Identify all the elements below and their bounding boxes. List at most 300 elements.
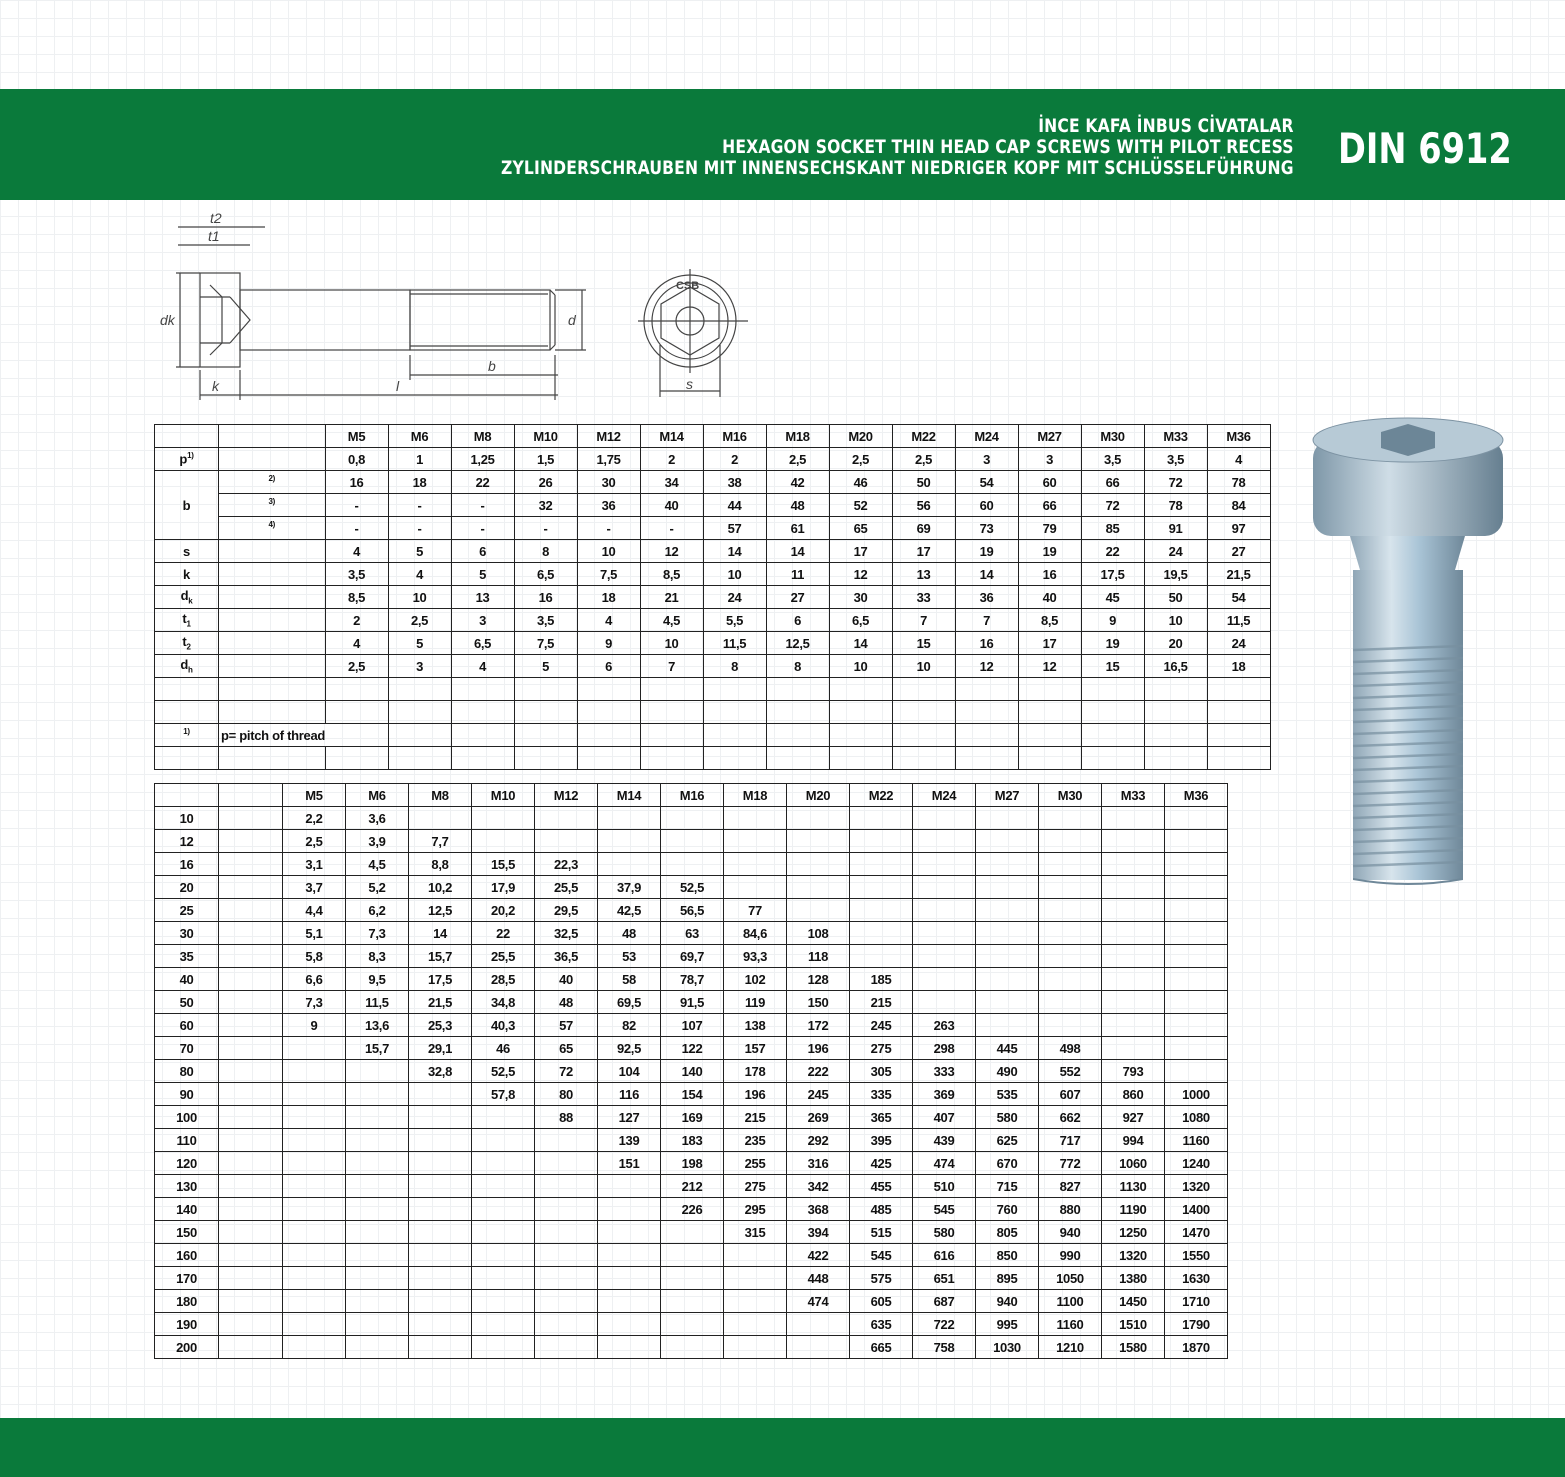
row-note [219, 563, 326, 586]
weight-cell: 292 [787, 1129, 850, 1152]
weight-cell: 157 [724, 1037, 787, 1060]
value-cell: 1,75 [577, 448, 640, 471]
value-cell: 2,5 [829, 448, 892, 471]
weight-cell: 1380 [1102, 1267, 1165, 1290]
weight-cell: 805 [976, 1221, 1039, 1244]
size-header: M22 [892, 425, 955, 448]
value-cell: 2,5 [325, 655, 388, 678]
value-cell: 33 [892, 586, 955, 609]
weight-cell: 185 [850, 968, 913, 991]
weight-cell [472, 807, 535, 830]
blank-cell [1081, 747, 1144, 770]
blank-cell [1081, 678, 1144, 701]
blank-cell [1207, 747, 1270, 770]
blank-cell [219, 807, 283, 830]
weight-cell [1165, 853, 1228, 876]
weight-cell: 77 [724, 899, 787, 922]
blank-cell [829, 678, 892, 701]
label-t1: t1 [208, 228, 220, 244]
head-marking: CSB [676, 280, 700, 292]
weight-cell [472, 1129, 535, 1152]
value-cell: 57 [703, 517, 766, 540]
weight-cell [472, 830, 535, 853]
weight-row [155, 1244, 1228, 1267]
label-k: k [212, 378, 219, 394]
value-cell: 14 [766, 540, 829, 563]
value-cell: 79 [1018, 517, 1081, 540]
row-note-mark: 2) [268, 474, 276, 484]
spec-row [155, 471, 1271, 494]
weight-cell [1102, 968, 1165, 991]
weight-cell [1039, 830, 1102, 853]
weight-cell [598, 830, 661, 853]
value-cell: 10 [703, 563, 766, 586]
weight-cell: 122 [661, 1037, 724, 1060]
weight-cell: 198 [661, 1152, 724, 1175]
weight-cell: 1510 [1102, 1313, 1165, 1336]
weight-cell [283, 1244, 346, 1267]
weight-cell: 15,7 [409, 945, 472, 968]
weight-cell: 58 [598, 968, 661, 991]
weight-cell: 793 [1102, 1060, 1165, 1083]
weight-cell [535, 1267, 598, 1290]
value-cell: 11,5 [703, 632, 766, 655]
blank-cell [640, 724, 703, 747]
value-cell: 16 [1018, 563, 1081, 586]
value-cell: 78 [1144, 494, 1207, 517]
weight-cell: 17,5 [409, 968, 472, 991]
weight-cell [850, 922, 913, 945]
value-cell: 4 [325, 632, 388, 655]
blank-cell [219, 1336, 283, 1359]
value-cell: 19 [955, 540, 1018, 563]
blank-cell [829, 724, 892, 747]
row-note [219, 517, 326, 540]
weight-cell: 580 [913, 1221, 976, 1244]
blank-cell [219, 1198, 283, 1221]
weight-cell: 6,2 [346, 899, 409, 922]
weight-cell [283, 1175, 346, 1198]
weight-cell [346, 1175, 409, 1198]
weight-cell: 84,6 [724, 922, 787, 945]
weight-cell: 625 [976, 1129, 1039, 1152]
weight-cell: 4,4 [283, 899, 346, 922]
weight-cell [535, 1221, 598, 1244]
weight-cell: 118 [787, 945, 850, 968]
weight-cell: 275 [850, 1037, 913, 1060]
weight-cell: 1550 [1165, 1244, 1228, 1267]
value-cell: 3,5 [1144, 448, 1207, 471]
weight-cell: 178 [724, 1060, 787, 1083]
value-cell: 69 [892, 517, 955, 540]
blank-cell [451, 747, 514, 770]
length-cell: 10 [155, 807, 219, 830]
weight-cell: 335 [850, 1083, 913, 1106]
weight-cell: 940 [976, 1290, 1039, 1313]
value-cell: 10 [829, 655, 892, 678]
weight-cell [850, 853, 913, 876]
value-cell: - [640, 517, 703, 540]
weight-cell: 407 [913, 1106, 976, 1129]
weight-cell [976, 945, 1039, 968]
weight-cell [724, 1336, 787, 1359]
weight-row [155, 1060, 1228, 1083]
value-cell: 12 [829, 563, 892, 586]
weight-cell [661, 1290, 724, 1313]
weight-cell [346, 1152, 409, 1175]
weight-cell: 222 [787, 1060, 850, 1083]
weight-cell [283, 1152, 346, 1175]
weight-row [155, 853, 1228, 876]
weight-cell: 57,8 [472, 1083, 535, 1106]
weight-cell: 1050 [1039, 1267, 1102, 1290]
row-note [219, 586, 326, 609]
weight-cell [1039, 922, 1102, 945]
weight-cell: 32,5 [535, 922, 598, 945]
blank-cell [892, 701, 955, 724]
weight-cell [598, 807, 661, 830]
row-label-text: d [180, 588, 189, 604]
weight-cell [283, 1313, 346, 1336]
weight-row [155, 876, 1228, 899]
weight-cell [598, 1198, 661, 1221]
value-cell: 60 [955, 494, 1018, 517]
blank-cell [1207, 701, 1270, 724]
weight-cell [850, 945, 913, 968]
value-cell: 7 [955, 609, 1018, 632]
length-cell: 20 [155, 876, 219, 899]
screw-shank-outline [240, 290, 410, 350]
blank-cell [219, 1290, 283, 1313]
weight-cell: 3,1 [283, 853, 346, 876]
value-cell: 7 [640, 655, 703, 678]
weight-cell [472, 1198, 535, 1221]
value-cell: 54 [955, 471, 1018, 494]
weight-cell: 425 [850, 1152, 913, 1175]
weight-cell: 1250 [1102, 1221, 1165, 1244]
blank-cell [155, 701, 219, 724]
row-label-subscript: k [188, 596, 193, 606]
weight-cell: 139 [598, 1129, 661, 1152]
row-label-subscript: 1 [186, 619, 191, 629]
value-cell: 0,8 [325, 448, 388, 471]
weight-cell: 263 [913, 1014, 976, 1037]
value-cell: 66 [1081, 471, 1144, 494]
weight-cell: 575 [850, 1267, 913, 1290]
value-cell: - [514, 517, 577, 540]
weight-cell [1039, 899, 1102, 922]
blank-cell [703, 678, 766, 701]
value-cell: 19 [1018, 540, 1081, 563]
weight-cell [346, 1313, 409, 1336]
value-cell: - [451, 494, 514, 517]
blank-cell [155, 678, 219, 701]
weight-cell: 9,5 [346, 968, 409, 991]
size-header: M5 [325, 425, 388, 448]
blank-cell [388, 701, 451, 724]
weight-cell [913, 899, 976, 922]
weight-cell: 490 [976, 1060, 1039, 1083]
footnote-mark-cell [155, 724, 219, 747]
weight-cell: 485 [850, 1198, 913, 1221]
value-cell: - [577, 517, 640, 540]
value-cell: 14 [955, 563, 1018, 586]
value-cell: 8 [766, 655, 829, 678]
weight-cell: 183 [661, 1129, 724, 1152]
weight-cell [535, 1244, 598, 1267]
value-cell: 19,5 [1144, 563, 1207, 586]
size-header: M20 [829, 425, 892, 448]
weight-cell [1039, 853, 1102, 876]
blank-cell [1018, 701, 1081, 724]
spec-row [155, 448, 1271, 471]
weight-cell: 154 [661, 1083, 724, 1106]
blank-cell [577, 678, 640, 701]
weight-cell [409, 807, 472, 830]
size-header: M27 [1018, 425, 1081, 448]
value-cell: 16,5 [1144, 655, 1207, 678]
value-cell: 12,5 [766, 632, 829, 655]
spec-row [155, 517, 1271, 540]
weight-row [155, 1106, 1228, 1129]
weight-cell: 580 [976, 1106, 1039, 1129]
weight-cell: 52,5 [661, 876, 724, 899]
weight-cell: 717 [1039, 1129, 1102, 1152]
weight-row [155, 1152, 1228, 1175]
weight-cell: 1210 [1039, 1336, 1102, 1359]
weight-cell: 65 [535, 1037, 598, 1060]
weight-cell [409, 1129, 472, 1152]
weight-cell: 4,5 [346, 853, 409, 876]
weight-cell [598, 1313, 661, 1336]
size-header: M20 [787, 784, 850, 807]
value-cell: 11 [766, 563, 829, 586]
blank-cell [955, 747, 1018, 770]
row-note [219, 448, 326, 471]
weight-cell: 1450 [1102, 1290, 1165, 1313]
value-cell: 7,5 [514, 632, 577, 655]
empty-row [155, 747, 1271, 770]
row-note [219, 471, 326, 494]
weight-cell: 1130 [1102, 1175, 1165, 1198]
weight-cell [724, 807, 787, 830]
weight-cell [1039, 945, 1102, 968]
weight-cell: 333 [913, 1060, 976, 1083]
weight-cell: 927 [1102, 1106, 1165, 1129]
blank-cell [219, 1014, 283, 1037]
weight-cell [976, 807, 1039, 830]
value-cell: 10 [892, 655, 955, 678]
weight-cell [913, 830, 976, 853]
row-label [155, 632, 219, 655]
value-cell: 18 [1207, 655, 1270, 678]
row-note [219, 655, 326, 678]
weight-cell: 365 [850, 1106, 913, 1129]
value-cell: 2 [703, 448, 766, 471]
weight-cell [1039, 876, 1102, 899]
blank-cell [514, 678, 577, 701]
weight-cell [346, 1244, 409, 1267]
weight-row [155, 830, 1228, 853]
blank-cell [219, 425, 326, 448]
weight-cell [472, 1267, 535, 1290]
row-label-text: b [182, 497, 191, 513]
weight-cell: 21,5 [409, 991, 472, 1014]
weight-cell: 107 [661, 1014, 724, 1037]
weight-cell: 5,1 [283, 922, 346, 945]
weight-cell [535, 1290, 598, 1313]
value-cell: 46 [829, 471, 892, 494]
row-label-subscript: h [188, 665, 193, 675]
blank-cell [1018, 724, 1081, 747]
weight-cell [409, 1198, 472, 1221]
weight-cell: 72 [535, 1060, 598, 1083]
weight-cell [283, 1290, 346, 1313]
weight-cell: 10,2 [409, 876, 472, 899]
row-note [219, 609, 326, 632]
technical-drawing [150, 205, 800, 405]
weight-cell [787, 1336, 850, 1359]
weight-cell [283, 1060, 346, 1083]
weight-cell [1039, 1014, 1102, 1037]
footnote-mark: 1) [183, 727, 190, 737]
weight-cell [409, 1221, 472, 1244]
weight-row [155, 922, 1228, 945]
weight-cell [346, 1060, 409, 1083]
title-block [501, 116, 1294, 179]
weight-cell: 245 [850, 1014, 913, 1037]
weight-row [155, 1175, 1228, 1198]
row-label-text: s [183, 543, 190, 559]
weight-cell: 295 [724, 1198, 787, 1221]
weight-cell [535, 1175, 598, 1198]
weight-cell: 1240 [1165, 1152, 1228, 1175]
weight-cell [283, 1336, 346, 1359]
weight-cell [283, 1221, 346, 1244]
weight-cell [724, 1313, 787, 1336]
weight-cell: 7,7 [409, 830, 472, 853]
weight-cell: 91,5 [661, 991, 724, 1014]
value-cell: 72 [1081, 494, 1144, 517]
length-cell: 130 [155, 1175, 219, 1198]
weight-cell: 11,5 [346, 991, 409, 1014]
weight-row [155, 968, 1228, 991]
value-cell: 3 [955, 448, 1018, 471]
weight-cell [409, 1267, 472, 1290]
weight-cell: 3,6 [346, 807, 409, 830]
row-label-text: t [182, 611, 187, 627]
row-label-text: t [182, 634, 187, 650]
footer-band [0, 1418, 1565, 1477]
value-cell: 2,5 [388, 609, 451, 632]
value-cell: 34 [640, 471, 703, 494]
weight-cell: 368 [787, 1198, 850, 1221]
value-cell: 8,5 [325, 586, 388, 609]
weight-cell: 651 [913, 1267, 976, 1290]
weight-cell: 687 [913, 1290, 976, 1313]
size-header: M18 [724, 784, 787, 807]
value-cell: 1 [388, 448, 451, 471]
weight-row [155, 1313, 1228, 1336]
weight-row [155, 1336, 1228, 1359]
blank-cell [325, 747, 388, 770]
weight-cell: 15,7 [346, 1037, 409, 1060]
size-header: M24 [913, 784, 976, 807]
title-english: HEXAGON SOCKET THIN HEAD CAP SCREWS WITH PILOT RECESS [722, 136, 1294, 158]
blank-cell [1144, 747, 1207, 770]
value-cell: 4 [325, 540, 388, 563]
value-cell: 8 [514, 540, 577, 563]
weight-cell: 395 [850, 1129, 913, 1152]
weight-cell: 1870 [1165, 1336, 1228, 1359]
value-cell: 17 [1018, 632, 1081, 655]
value-cell: 8 [703, 655, 766, 678]
weight-cell [535, 1129, 598, 1152]
value-cell: 12 [640, 540, 703, 563]
label-s: s [686, 376, 693, 392]
weight-cell [1102, 1037, 1165, 1060]
weight-cell: 990 [1039, 1244, 1102, 1267]
weight-cell: 29,1 [409, 1037, 472, 1060]
value-cell: 14 [829, 632, 892, 655]
blank-cell [219, 784, 283, 807]
weight-cell [346, 1083, 409, 1106]
weight-cell: 422 [787, 1244, 850, 1267]
weight-cell: 2,2 [283, 807, 346, 830]
weight-cell [1102, 899, 1165, 922]
weight-cell [850, 807, 913, 830]
weight-cell: 150 [787, 991, 850, 1014]
value-cell: 45 [1081, 586, 1144, 609]
row-label-footnote-mark: 1) [187, 451, 194, 461]
weight-cell: 235 [724, 1129, 787, 1152]
value-cell: 6,5 [451, 632, 514, 655]
weight-cell [913, 876, 976, 899]
weight-cell: 108 [787, 922, 850, 945]
weight-cell [598, 1290, 661, 1313]
blank-cell [703, 701, 766, 724]
spec-row [155, 494, 1271, 517]
label-t2: t2 [210, 210, 222, 226]
weight-cell [850, 876, 913, 899]
value-cell: 3 [1018, 448, 1081, 471]
weight-cell [283, 1267, 346, 1290]
value-cell: 6 [766, 609, 829, 632]
row-label [155, 655, 219, 678]
blank-cell [577, 724, 640, 747]
row-label [155, 609, 219, 632]
weight-cell: 92,5 [598, 1037, 661, 1060]
value-cell: 5 [514, 655, 577, 678]
weight-cell: 32,8 [409, 1060, 472, 1083]
blank-cell [219, 1221, 283, 1244]
weight-cell [409, 1313, 472, 1336]
weight-cell: 15,5 [472, 853, 535, 876]
size-header: M36 [1207, 425, 1270, 448]
value-cell: - [325, 494, 388, 517]
value-cell: 36 [955, 586, 1018, 609]
weight-cell [535, 1313, 598, 1336]
weight-cell [661, 853, 724, 876]
value-cell: 8,5 [640, 563, 703, 586]
weight-cell: 37,9 [598, 876, 661, 899]
weight-cell [409, 1175, 472, 1198]
value-cell: 4 [451, 655, 514, 678]
value-cell: 38 [703, 471, 766, 494]
row-label [155, 563, 219, 586]
weight-row [155, 807, 1228, 830]
value-cell: 24 [1207, 632, 1270, 655]
